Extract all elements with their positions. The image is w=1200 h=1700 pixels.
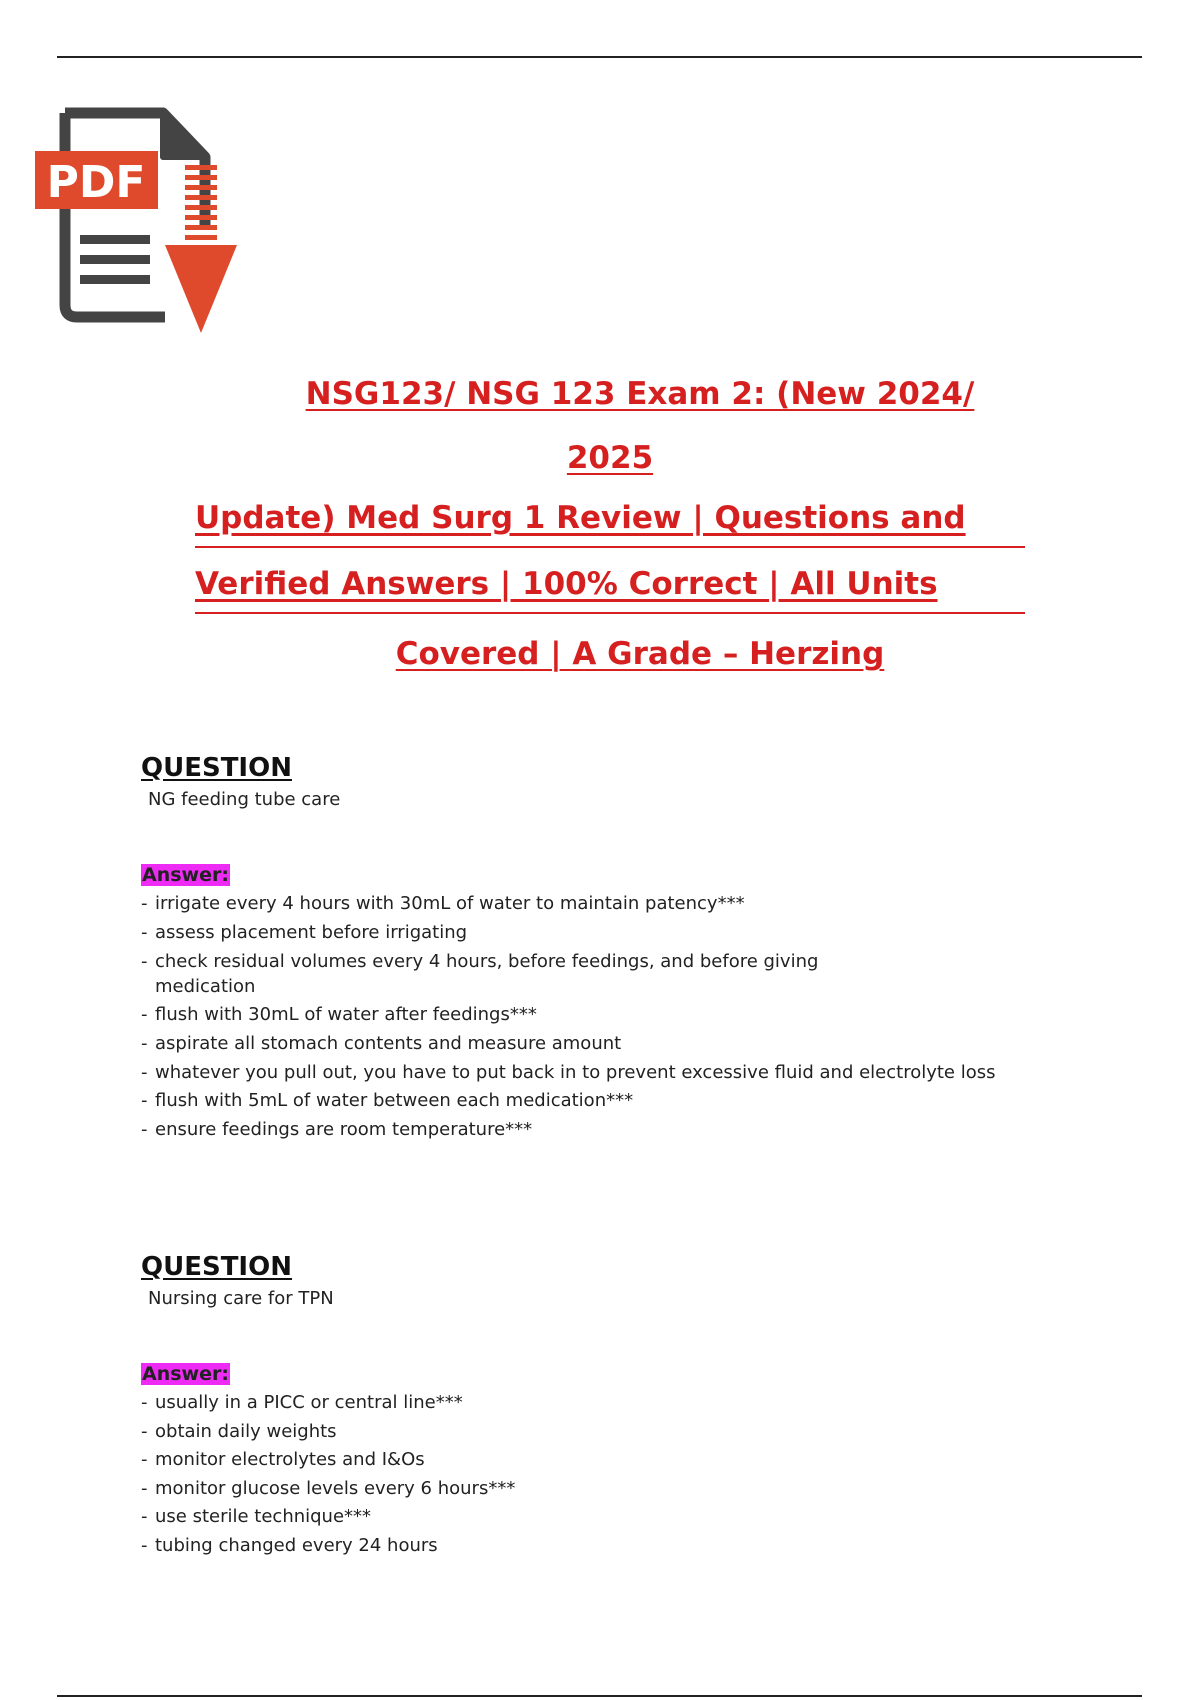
answer-label: Answer: xyxy=(142,864,229,886)
bottom-rule xyxy=(57,1695,1142,1697)
list-item: - use sterile technique*** xyxy=(141,1506,372,1527)
list-item: - flush with 30mL of water after feedings*** xyxy=(141,1004,537,1025)
list-item: - irrigate every 4 hours with 30mL of water to maintain patency*** xyxy=(141,893,745,914)
title-line-3: Update) Med Surg 1 Review | Questions and xyxy=(195,490,1025,548)
list-item: - whatever you pull out, you have to put back in to prevent excessive fluid and electrolyte loss xyxy=(141,1062,996,1083)
answer-list xyxy=(141,1389,1001,1560)
pdf-icon-label: PDF xyxy=(46,157,146,208)
list-item: - obtain daily weights xyxy=(141,1420,337,1442)
document-title xyxy=(195,362,1025,686)
list-item: - check residual volumes every 4 hours, before feedings, and before giving medication xyxy=(141,951,819,997)
list-item: - ensure feedings are room temperature*** xyxy=(141,1118,533,1140)
question-text: Nursing care for TPN xyxy=(148,1288,334,1309)
list-item: - aspirate all stomach contents and measure amount xyxy=(141,1032,622,1054)
top-rule xyxy=(57,56,1142,58)
pdf-download-icon xyxy=(35,105,260,340)
list-item: - flush with 5mL of water between each medication*** xyxy=(141,1090,634,1111)
title-line-1: NSG123/ NSG 123 Exam 2: (New 2024/ xyxy=(305,376,975,412)
answer-label: Answer: xyxy=(142,1363,229,1385)
list-item: - assess placement before irrigating xyxy=(141,921,468,943)
question-heading: QUESTION xyxy=(141,1252,292,1282)
question-block-2 xyxy=(141,1252,1001,1560)
title-line-4: Verified Answers | 100% Correct | All Units xyxy=(195,556,1025,614)
list-item: - monitor electrolytes and I&Os xyxy=(141,1449,425,1470)
list-item: - monitor glucose levels every 6 hours*** xyxy=(141,1477,516,1499)
list-item: - usually in a PICC or central line*** xyxy=(141,1392,463,1413)
title-line-5: Covered | A Grade – Herzing xyxy=(395,636,885,672)
title-line-2: 2025 xyxy=(566,440,654,476)
question-heading: QUESTION xyxy=(141,753,292,783)
question-block-1 xyxy=(141,753,1001,1144)
question-text: NG feeding tube care xyxy=(148,789,341,810)
list-item: - tubing changed every 24 hours xyxy=(141,1534,438,1556)
answer-list xyxy=(141,890,1001,1144)
